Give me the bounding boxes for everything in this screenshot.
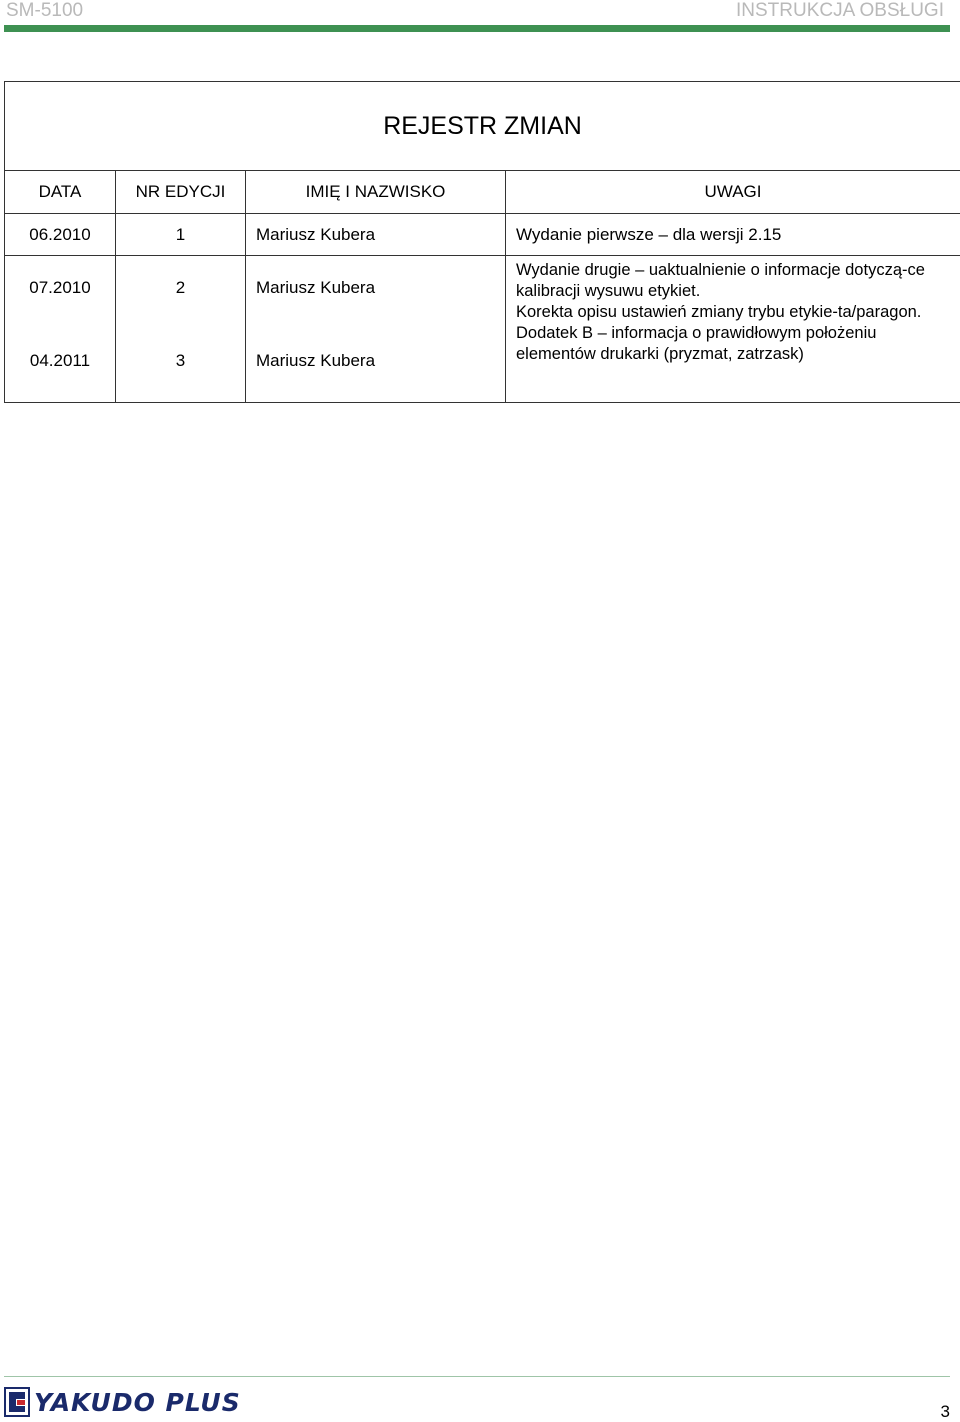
logo-text: YAKUDO PLUS	[34, 1387, 241, 1417]
column-header-name: IMIĘ I NAZWISKO	[246, 171, 506, 214]
column-header-notes: UWAGI	[506, 171, 960, 214]
note-line: Korekta opisu ustawień zmiany trybu etykie-ta/paragon.	[516, 303, 922, 321]
company-logo	[4, 1386, 241, 1418]
header-rule	[4, 25, 950, 32]
row-edition: 2	[175, 278, 186, 297]
document-code: SM-5100	[6, 0, 84, 21]
row-date: 06.2010	[5, 214, 116, 256]
note-line: Dodatek B – informacja o prawidłowym położeniu elementów drukarki (pryzmat, zatrzask)	[516, 324, 877, 363]
column-header-date: DATA	[5, 171, 116, 214]
page-number: 3	[940, 1402, 950, 1421]
row-name: Mariusz Kubera	[256, 351, 376, 370]
table-row	[5, 214, 960, 256]
table-title: REJESTR ZMIAN	[5, 82, 960, 171]
column-header-edition: NR EDYCJI	[116, 171, 246, 214]
row-edition: 1	[116, 214, 246, 256]
row-name: Mariusz Kubera	[256, 278, 376, 297]
logo-mark-icon	[4, 1387, 30, 1417]
document-type: INSTRUKCJA OBSŁUGI	[736, 0, 944, 21]
change-register-table	[4, 81, 960, 403]
row-edition: 3	[175, 351, 186, 370]
merged-notes	[506, 256, 960, 403]
row-name: Mariusz Kubera	[246, 214, 506, 256]
row-notes: Wydanie pierwsze – dla wersji 2.15	[506, 214, 960, 256]
row-date: 04.2011	[29, 351, 91, 370]
table-row-merged	[5, 256, 960, 403]
footer-rule	[4, 1376, 950, 1377]
row-date: 07.2010	[29, 278, 91, 297]
note-line: Wydanie drugie – uaktualnienie o informacje dotyczą-ce kalibracji wysuwu etykiet.	[516, 261, 925, 300]
